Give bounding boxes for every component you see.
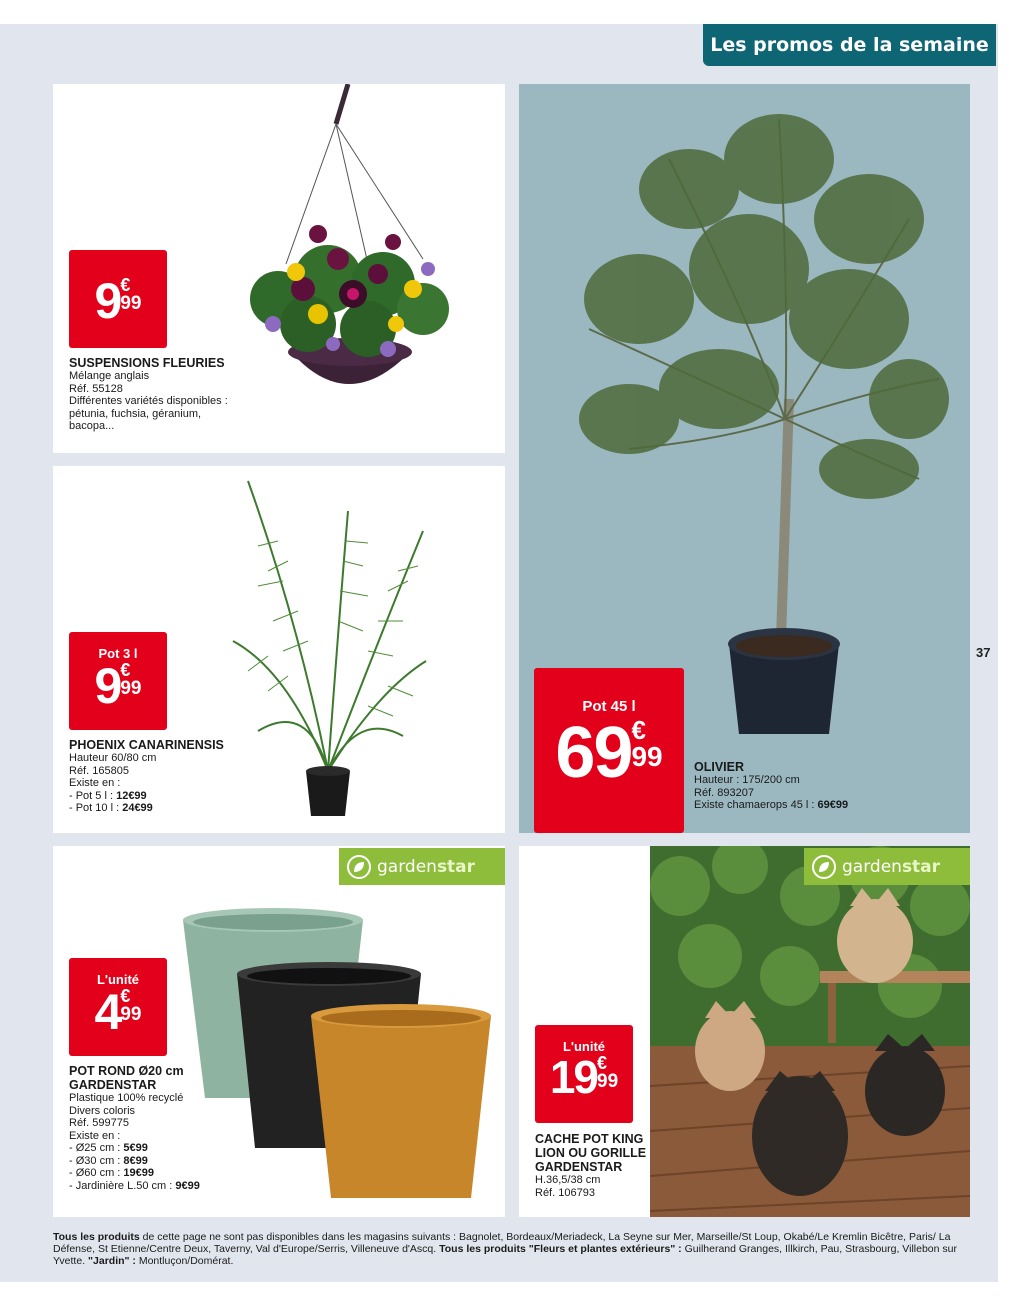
variant-line: Existe chamaerops 45 l : 69€99 xyxy=(694,799,849,811)
product-ref: Réf. 106793 xyxy=(535,1186,595,1199)
product-ref: Réf. 893207 xyxy=(694,786,754,799)
variant-line: - Pot 10 l : 24€99 xyxy=(69,802,153,814)
product-detail: Plastique 100% recyclé xyxy=(69,1092,184,1104)
product-card-pot-rond[interactable] xyxy=(53,846,505,1217)
price-integer: 9 xyxy=(94,658,121,714)
gardenstar-logo: garden star xyxy=(339,848,505,885)
product-ref: Réf. 599775 xyxy=(69,1117,129,1129)
variant-line: - Ø60 cm : 19€99 xyxy=(69,1167,154,1179)
price-cents: 99 xyxy=(120,1004,142,1025)
price-tag xyxy=(69,250,167,348)
price-integer: 4 xyxy=(94,984,121,1040)
price-cents: 99 xyxy=(120,293,142,314)
gardenstar-logo: garden star xyxy=(804,848,970,885)
product-detail: Hauteur 60/80 cm xyxy=(69,752,157,764)
product-detail: Différentes variétés disponibles : xyxy=(69,395,228,407)
leaf-icon xyxy=(812,855,836,879)
product-card-phoenix[interactable] xyxy=(53,466,505,833)
product-detail: Mélange anglais xyxy=(69,370,150,382)
price-tag xyxy=(535,1025,633,1123)
product-description xyxy=(535,1132,646,1199)
palm-plant-image xyxy=(228,471,428,826)
product-description xyxy=(69,356,228,433)
price-currency: € xyxy=(597,1053,608,1073)
variant-line: - Ø25 cm : 5€99 xyxy=(69,1142,148,1154)
banner-accent xyxy=(994,58,996,66)
variant-line: - Pot 5 l : 12€99 xyxy=(69,789,147,802)
product-card-suspensions[interactable] xyxy=(53,84,505,453)
product-card-cache-pot[interactable] xyxy=(519,846,970,1217)
price-tag xyxy=(534,668,684,833)
product-detail: pétunia, fuchsia, géranium, xyxy=(69,407,202,420)
product-detail: Existe en : xyxy=(69,777,121,789)
product-detail: H.36,5/38 cm xyxy=(535,1174,601,1186)
price-tag xyxy=(69,958,167,1056)
price-label: Pot 3 l xyxy=(98,646,138,661)
page-number: 37 xyxy=(976,645,991,660)
product-detail: Divers coloris xyxy=(69,1104,136,1117)
price-cents: 99 xyxy=(120,678,142,699)
product-description xyxy=(69,1064,200,1192)
product-ref: Réf. 165805 xyxy=(69,764,129,777)
product-name: GARDENSTAR xyxy=(535,1160,623,1174)
product-description xyxy=(694,760,848,812)
price-currency: € xyxy=(120,275,131,295)
price-cents: 99 xyxy=(631,741,663,772)
product-name: CACHE POT KING xyxy=(535,1132,644,1146)
product-ref: Réf. 55128 xyxy=(69,382,123,395)
footer-disclaimer: Tous les produits de cette page ne sont pas disponibles dans les magasins suivants : Bagnolet, Bordeaux/Meriadeck, La Seyne sur Mer, Marseille/St Loup, Okabé/Le Kremlin Bicêtre, Paris/ La Défense, St Etienne/Centre Deux, Taverny, Val d'Europe/Serris, Villeneuve d'Ascq. Tous les produits "Fleurs et plantes extérieurs" : Guilherand Granges, Illkirch, Pau, Strasbourg, Villebon sur Yvette. "Jardin" : Montluçon/Domérat. xyxy=(53,1231,957,1267)
product-name: POT ROND Ø20 cm xyxy=(69,1064,184,1078)
olive-tree-image xyxy=(549,99,949,739)
price-label: Pot 45 l xyxy=(582,698,636,715)
price-integer: 9 xyxy=(94,273,121,329)
product-name: OLIVIER xyxy=(694,760,745,774)
product-name: LION OU GORILLE xyxy=(535,1146,647,1160)
price-label: L'unité xyxy=(96,972,140,987)
price-currency: € xyxy=(120,660,131,680)
product-detail: bacopa... xyxy=(69,420,115,432)
price-cents: 99 xyxy=(597,1071,619,1092)
price-integer: 19 xyxy=(549,1051,598,1103)
price-tag xyxy=(69,632,167,730)
leaf-icon xyxy=(347,855,371,879)
variant-line: - Ø30 cm : 8€99 xyxy=(69,1154,148,1167)
price-label: L'unité xyxy=(562,1039,606,1054)
product-description xyxy=(69,738,224,815)
price-currency: € xyxy=(120,986,131,1006)
promos-banner: Les promos de la semaine xyxy=(703,24,996,66)
product-name: SUSPENSIONS FLEURIES xyxy=(69,356,225,370)
variant-line: - Jardinière L.50 cm : 9€99 xyxy=(69,1179,200,1192)
product-detail: Hauteur : 175/200 cm xyxy=(694,774,800,786)
product-name: GARDENSTAR xyxy=(69,1078,157,1092)
product-detail: Existe en : xyxy=(69,1129,121,1142)
price-integer: 69 xyxy=(555,713,632,793)
product-card-olivier[interactable] xyxy=(519,84,970,833)
product-name: PHOENIX CANARINENSIS xyxy=(69,738,224,752)
price-currency: € xyxy=(631,715,646,745)
pots-image xyxy=(183,908,498,1208)
hanging-basket-image xyxy=(218,84,505,414)
cache-pot-scene-image xyxy=(650,846,970,1217)
